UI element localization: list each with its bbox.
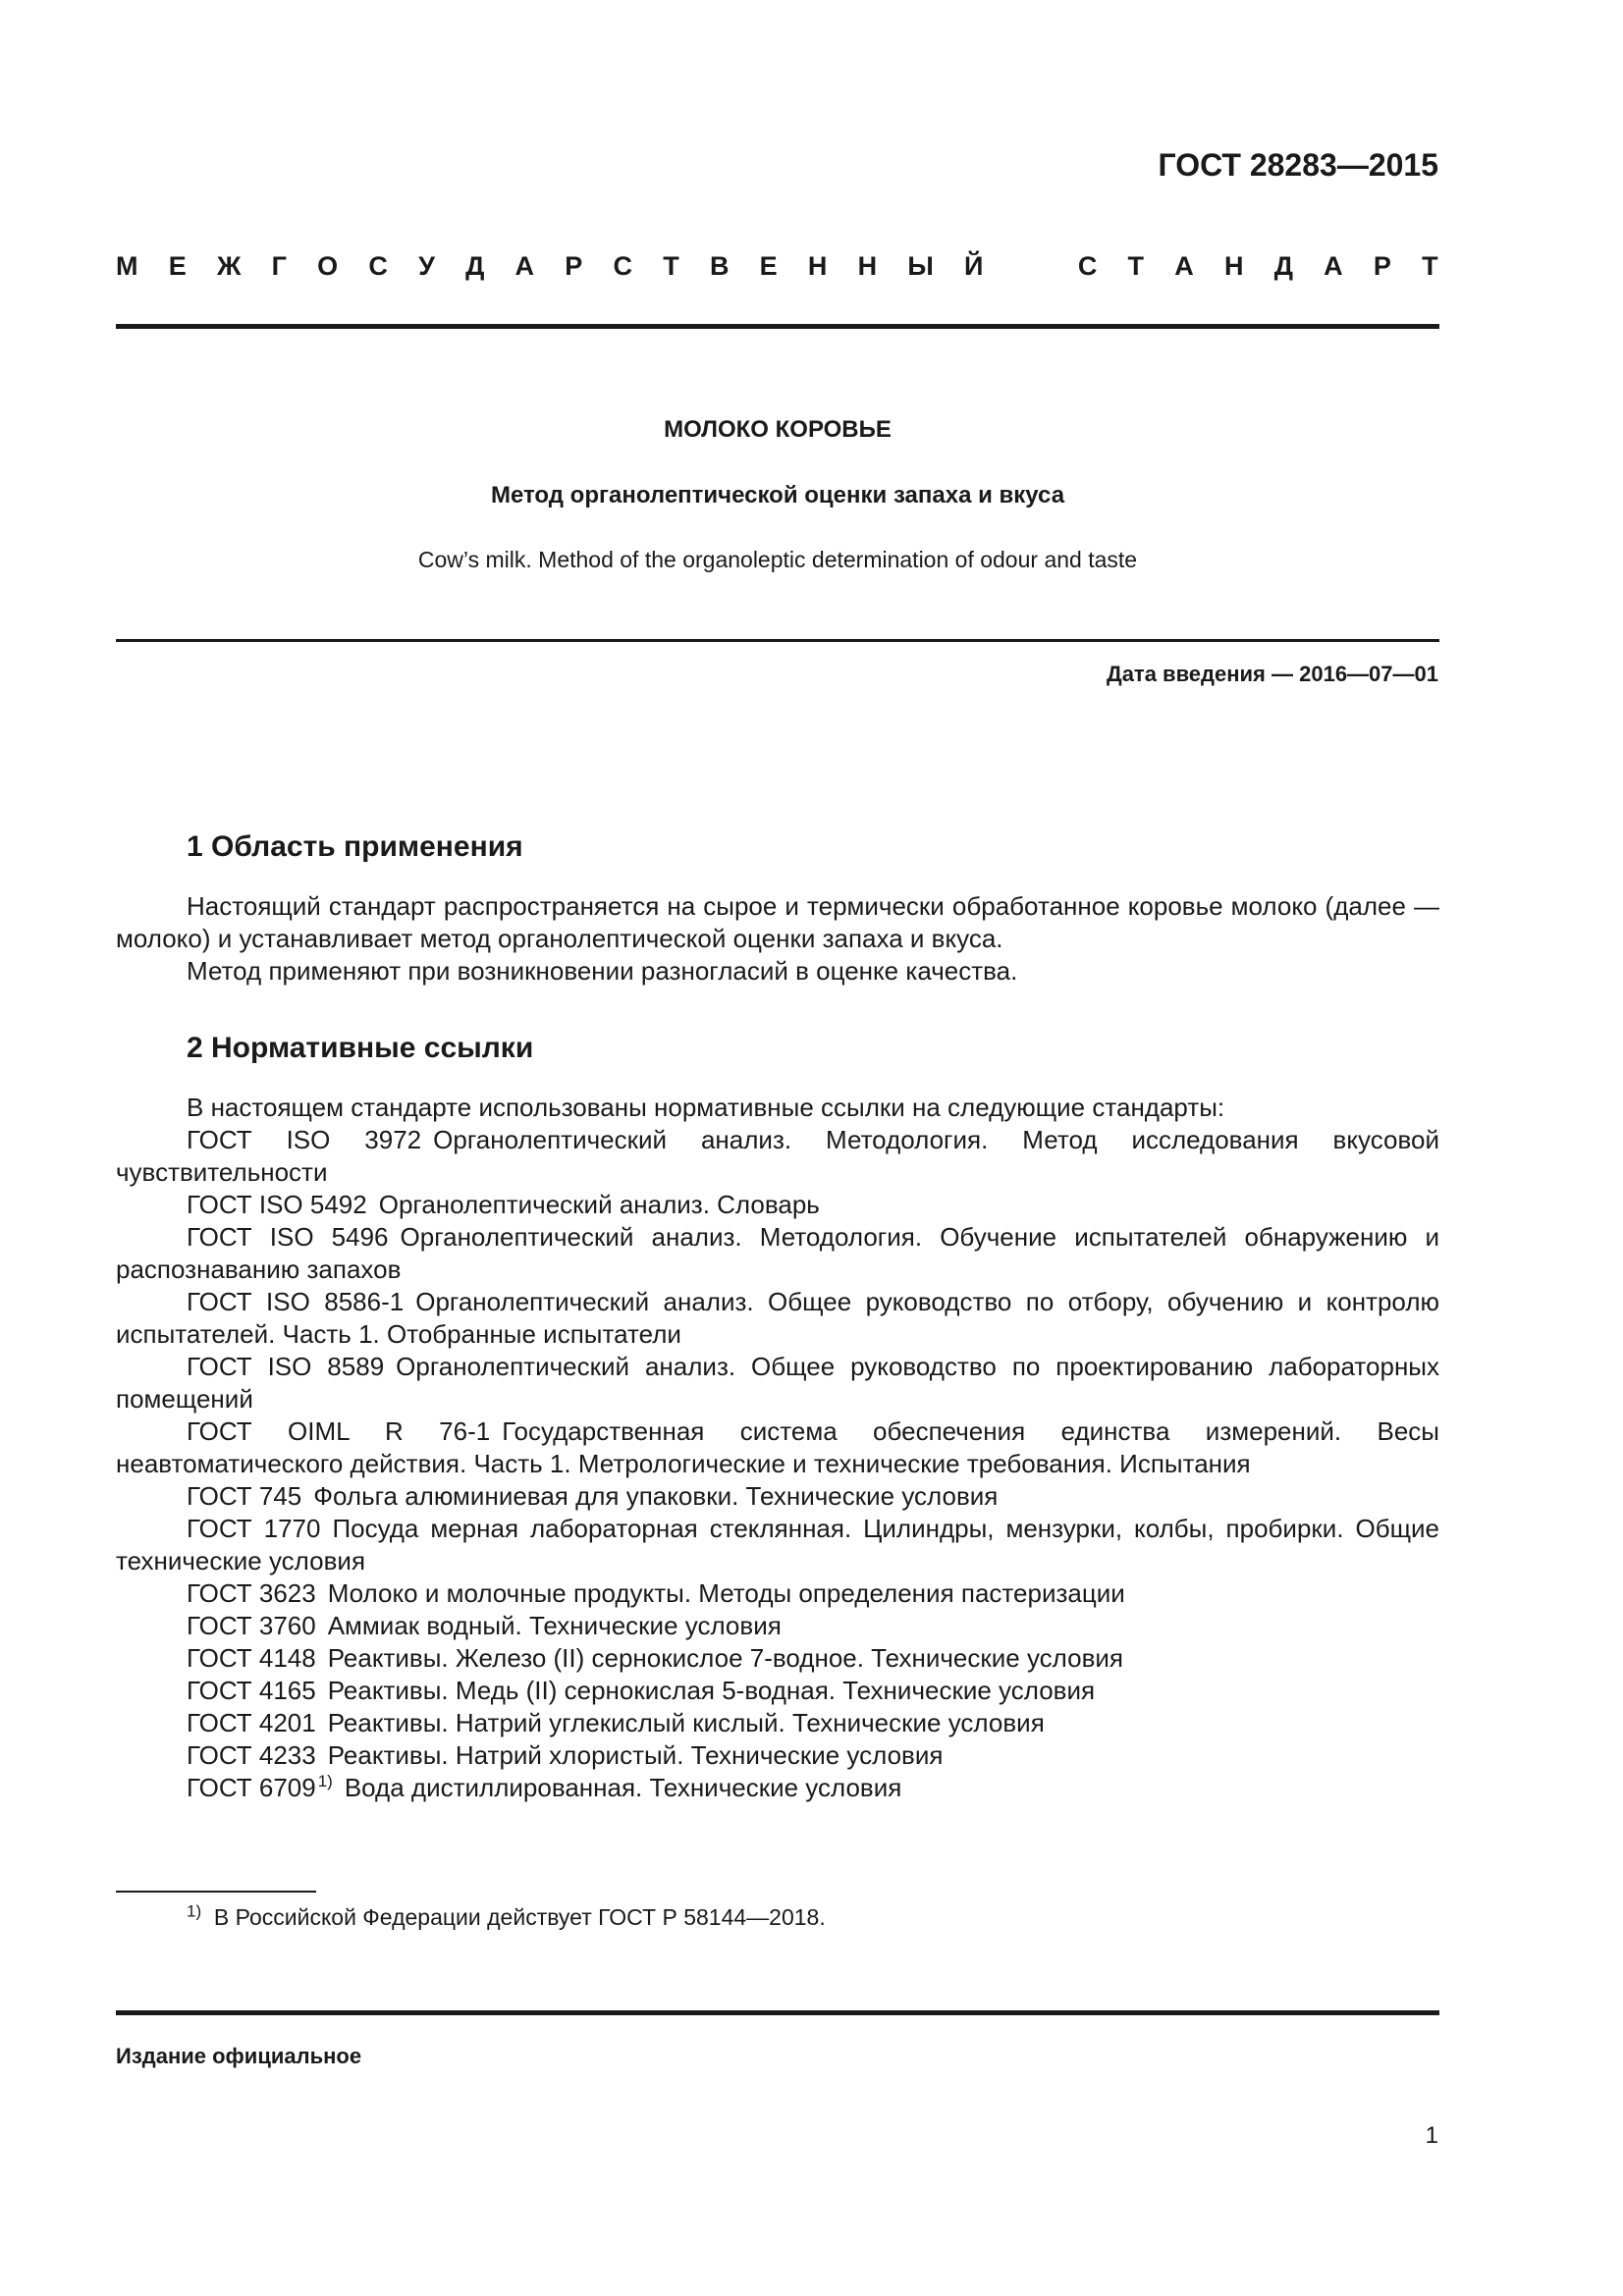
banner-letter: С [613, 250, 632, 281]
banner-letter: С [368, 250, 388, 281]
reference-title: Реактивы. Железо (II) сернокислое 7-водное. Технические условия [327, 1643, 1124, 1673]
reference-item [116, 1739, 1439, 1772]
banner-letter: Й [963, 250, 984, 281]
header-rule [116, 324, 1439, 329]
reference-title: Реактивы. Натрий хлористый. Технические условия [327, 1740, 944, 1770]
reference-title: Аммиак водный. Технические условия [327, 1611, 782, 1640]
banner-letter: Т [663, 250, 679, 281]
section-1-body [116, 890, 1439, 988]
reference-code: ГОСТ 6709 [187, 1773, 316, 1802]
normative-references [116, 1092, 1439, 1804]
reference-title: Органолептический анализ. Общее руководство по отбору, обучению и контролю испытателей. Часть 1. Отобранные испытатели [116, 1287, 1439, 1349]
reference-item [116, 1286, 1439, 1351]
reference-item [116, 1480, 1439, 1513]
banner-letter: Г [271, 250, 287, 281]
banner-letter: Р [1373, 250, 1391, 281]
section-2-heading: 2 Нормативные ссылки [187, 1032, 534, 1064]
reference-code: ГОСТ 4233 [187, 1740, 316, 1770]
document-number: ГОСТ 28283—2015 [1158, 147, 1438, 183]
banner-letter: Д [465, 250, 485, 281]
reference-title: Фольга алюминиевая для упаковки. Технические условия [313, 1481, 999, 1511]
banner-letter: Н [1223, 250, 1244, 281]
reference-code: ГОСТ 3760 [187, 1611, 316, 1640]
banner-letter: А [514, 250, 535, 281]
title-rule [116, 639, 1439, 642]
reference-item [116, 1189, 1439, 1221]
reference-code: ГОСТ OIML R 76-1 [187, 1416, 491, 1446]
footnote-text: В Российской Федерации действует ГОСТ Р 58144—2018. [213, 1904, 826, 1930]
reference-item [116, 1124, 1439, 1189]
section-1-heading: 1 Область применения [187, 830, 523, 863]
footnote-mark: 1) [187, 1901, 202, 1921]
reference-item [116, 1707, 1439, 1739]
reference-code: ГОСТ ISO 5496 [187, 1222, 389, 1252]
banner-letter: О [317, 250, 339, 281]
reference-item [116, 1351, 1439, 1415]
reference-item [116, 1577, 1439, 1610]
page-number: 1 [1425, 2122, 1438, 2149]
reference-code: ГОСТ 4148 [187, 1643, 316, 1673]
banner-letter: Ж [216, 250, 242, 281]
reference-code: ГОСТ 4201 [187, 1708, 316, 1737]
banner-letter: У [418, 250, 435, 281]
reference-title: Органолептический анализ. Словарь [378, 1190, 820, 1219]
reference-code: ГОСТ 4165 [187, 1676, 316, 1705]
standard-type-banner [116, 249, 1438, 283]
reference-item [116, 1642, 1439, 1675]
reference-code: ГОСТ 3623 [187, 1578, 316, 1608]
banner-letter: Р [565, 250, 583, 281]
reference-item [116, 1415, 1439, 1480]
banner-letter: Т [1422, 250, 1438, 281]
reference-code: ГОСТ ISO 8589 [187, 1352, 385, 1381]
document-title: МОЛОКО КОРОВЬЕ [664, 416, 892, 443]
reference-title: Реактивы. Натрий углекислый кислый. Технические условия [327, 1708, 1045, 1737]
reference-code: ГОСТ ISO 5492 [187, 1190, 367, 1219]
banner-letter: Е [168, 250, 187, 281]
edition-label: Издание официальное [116, 2044, 362, 2068]
reference-item [116, 1610, 1439, 1642]
reference-code: ГОСТ 745 [187, 1481, 302, 1511]
references-intro: В настоящем стандарте использованы нормативные ссылки на следующие стандарты: [187, 1093, 1225, 1122]
banner-letter: Д [1273, 250, 1293, 281]
document-subtitle: Метод органолептической оценки запаха и вкуса [490, 482, 1065, 508]
reference-title: Реактивы. Медь (II) сернокислая 5-водная. Технические условия [327, 1676, 1096, 1705]
footer-rule [116, 2010, 1439, 2015]
footnote-rule [116, 1891, 316, 1893]
banner-letter: В [709, 250, 730, 281]
reference-title: Посуда мерная лабораторная стеклянная. Цилиндры, мензурки, колбы, пробирки. Общие технические условия [116, 1514, 1439, 1575]
english-title: Cow’s milk. Method of the organoleptic determination of odour and taste [417, 547, 1138, 572]
reference-code: ГОСТ 1770 [187, 1514, 321, 1543]
reference-title: Молоко и молочные продукты. Методы определения пастеризации [327, 1578, 1125, 1608]
reference-list [116, 1124, 1439, 1804]
reference-title: Органолептический анализ. Методология. Обучение испытателей обнаружению и распознаванию запахов [116, 1222, 1439, 1284]
reference-title: Органолептический анализ. Общее руководство по проектированию лабораторных помещений [116, 1352, 1439, 1414]
banner-letter: Ы [907, 250, 934, 281]
reference-title: Органолептический анализ. Методология. Метод исследования вкусовой чувствительности [116, 1125, 1440, 1187]
banner-letter: С [1077, 250, 1098, 281]
reference-item [116, 1772, 1439, 1804]
section-1-paragraph: Метод применяют при возникновении разногласий в оценке качества. [187, 956, 1018, 986]
reference-title: Вода дистиллированная. Технические условия [344, 1773, 902, 1802]
banner-letter: М [116, 250, 138, 281]
banner-letter: Т [1127, 250, 1145, 281]
footnote [187, 1901, 826, 1931]
reference-title: Государственная система обеспечения единства измерений. Весы неавтоматического действия. Часть 1. Метрологические и технические требования. Испытания [116, 1416, 1439, 1478]
banner-letter: А [1324, 250, 1343, 281]
banner-letter: Н [857, 250, 878, 281]
section-1-paragraph: Настоящий стандарт распространяется на сырое и термически обработанное коровье молоко (далее — молоко) и устанавливает метод органолептической оценки запаха и вкуса. [116, 891, 1439, 953]
footnote-mark: 1) [317, 1772, 333, 1791]
reference-item [116, 1675, 1439, 1707]
reference-item [116, 1221, 1439, 1286]
banner-letter: Н [807, 250, 828, 281]
reference-code: ГОСТ ISO 8586-1 [187, 1287, 405, 1316]
banner-letter: А [1174, 250, 1194, 281]
introduction-date: Дата введения — 2016—07—01 [1107, 662, 1438, 686]
banner-letter: Е [759, 250, 778, 281]
reference-item [116, 1513, 1439, 1577]
reference-code: ГОСТ ISO 3972 [187, 1125, 422, 1154]
